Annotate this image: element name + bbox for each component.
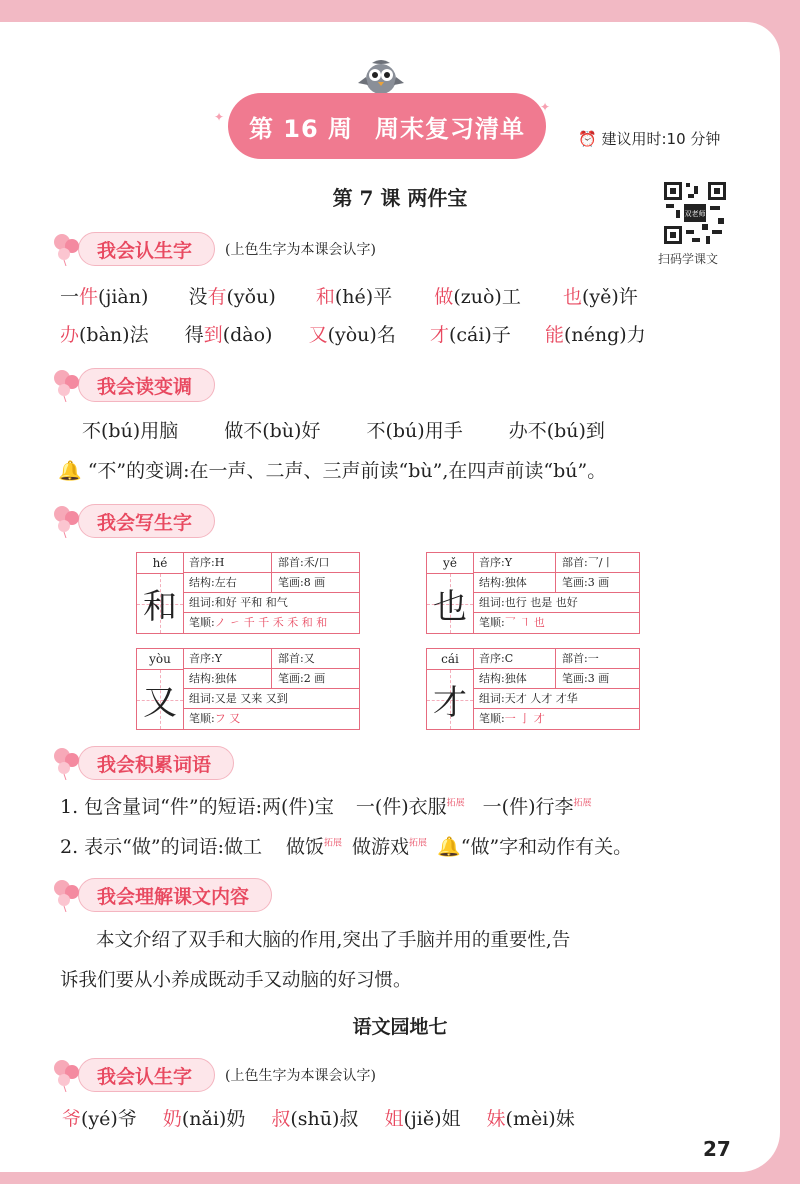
card-row: 音序:C 部首:一: [473, 649, 639, 669]
word-item: 爷(yé)爷: [62, 1108, 137, 1130]
character-card: [136, 648, 360, 730]
card-row: 笔顺:乛 ㇕ 也: [479, 616, 545, 629]
page-number: 27: [703, 1137, 731, 1161]
understand-line-2: 诉我们要从小养成既动手又动脑的好习惯。: [60, 970, 412, 991]
star-decoration-icon: ✦: [540, 100, 551, 114]
vocab-line-1: 1. 包含量词“件”的短语:两(件)宝 一(件)衣服$^{拓展}$ 一(件)行李$^{拓展}$: [60, 796, 592, 818]
card-character: 又: [137, 670, 183, 729]
section-header-recognize: [52, 232, 376, 266]
card-row: 结构:左右 笔画:8 画: [183, 573, 359, 593]
tone-item: 不(bú)用手: [366, 420, 463, 442]
bell-icon: 🔔: [58, 460, 82, 482]
balloons-icon: [52, 232, 84, 266]
extension-badge: 拓展: [324, 838, 343, 849]
word-item: 才(cái)子: [429, 324, 511, 346]
card-character: 和: [137, 574, 183, 633]
bell-icon: 🔔: [437, 836, 461, 858]
character-card: [426, 648, 640, 730]
tone-item: 做不(bù)好: [224, 420, 321, 442]
balloons-icon: [52, 746, 84, 780]
card-pinyin: hé: [137, 553, 183, 574]
tone-item: 办不(bú)到: [508, 420, 605, 442]
section-header-write: [52, 504, 215, 538]
recognize2-row: [62, 1104, 575, 1131]
balloons-icon: [52, 368, 84, 402]
tone-item: 不(bú)用脑: [82, 420, 179, 442]
section-header-vocab: [52, 746, 234, 780]
word-item: 得到(dào): [184, 324, 273, 346]
section-title: 我会积累词语: [78, 746, 234, 780]
word-item: 和(hé)平: [315, 286, 393, 308]
suggested-time: [578, 128, 720, 149]
section-note: (上色生字为本课会认字): [225, 1068, 376, 1084]
word-item: 叔(shū)叔: [271, 1108, 359, 1130]
section-title: 我会读变调: [78, 368, 215, 402]
section-header-understand: [52, 878, 272, 912]
garden-title: 语文园地七: [352, 1016, 448, 1038]
character-card: [426, 552, 640, 634]
card-row: 结构:独体 笔画:3 画: [473, 669, 639, 689]
section-title: 我会认生字: [78, 1058, 215, 1092]
section-title: 我会理解课文内容: [78, 878, 272, 912]
word-item: 奶(nǎi)奶: [162, 1108, 246, 1130]
understand-line-1: 本文介绍了双手和大脑的作用,突出了手脑并用的重要性,告: [96, 930, 571, 951]
extension-badge: 拓展: [409, 838, 428, 849]
word-item: 姐(jiě)姐: [384, 1108, 461, 1130]
recognize-row-1: [60, 282, 638, 309]
banner-title: 周末复习清单: [375, 114, 526, 143]
word-item: 也(yě)许: [562, 286, 638, 308]
qr-label: 扫码学课文: [658, 252, 719, 266]
word-item: 做(zuò)工: [434, 286, 521, 308]
word-item: 一件(jiàn): [60, 286, 149, 308]
word-item: 没有(yǒu): [188, 286, 276, 308]
section-header-recognize-2: [52, 1058, 376, 1092]
tone-tip-text: “不”的变调:在一声、二声、三声前读“bù”,在四声前读“bú”。: [87, 460, 607, 482]
qr-code-icon[interactable]: [662, 180, 728, 246]
balloons-icon: [52, 878, 84, 912]
word-item: 办(bàn)法: [60, 324, 149, 346]
week-banner: [228, 93, 546, 159]
card-pinyin: yě: [427, 553, 473, 574]
balloons-icon: [52, 504, 84, 538]
card-row: 组词:和好 平和 和气: [183, 593, 359, 613]
card-row: 音序:Y 部首:乛/丨: [473, 553, 639, 573]
card-row: 组词:又是 又来 又到: [183, 689, 359, 709]
word-item: 能(néng)力: [544, 324, 646, 346]
card-row: 结构:独体 笔画:2 画: [183, 669, 359, 689]
vocab-line-2: 2. 表示“做”的词语:做工 做饭$^{拓展}$ 做游戏$^{拓展}$ 🔔“做”字和动作有关。: [60, 836, 633, 858]
card-row: 音序:Y 部首:又: [183, 649, 359, 669]
alarm-clock-icon: ⏰: [578, 130, 597, 148]
card-row: 结构:独体 笔画:3 画: [473, 573, 639, 593]
star-decoration-icon: ✦: [214, 110, 225, 124]
qr-brand: 双老师: [684, 210, 706, 218]
tone-tip: [58, 456, 606, 483]
lesson-title: 第 7 课 两件宝: [332, 186, 468, 210]
card-row: 笔顺:フ 又: [189, 712, 241, 725]
character-card: [136, 552, 360, 634]
card-pinyin: yòu: [137, 649, 183, 670]
section-title: 我会写生字: [78, 504, 215, 538]
section-header-tone: [52, 368, 215, 402]
extension-badge: 拓展: [573, 798, 592, 809]
card-row: 组词:也行 也是 也好: [473, 593, 639, 613]
card-row: 笔顺:一 亅 才: [479, 712, 545, 725]
extension-badge: 拓展: [446, 798, 465, 809]
section-note: (上色生字为本课会认字): [225, 242, 376, 258]
balloons-icon: [52, 1058, 84, 1092]
suggested-time-text: 建议用时:10 分钟: [601, 130, 721, 148]
owl-mascot-icon: [356, 53, 406, 97]
card-pinyin: cái: [427, 649, 473, 670]
card-row: 笔顺:ノ ㇀ 千 千 禾 禾 和 和: [189, 616, 328, 629]
week-label: 第 16 周: [248, 114, 354, 143]
card-character: 才: [427, 670, 473, 729]
card-row: 组词:天才 人才 才华: [473, 689, 639, 709]
card-character: 也: [427, 574, 473, 633]
card-row: 音序:H 部首:禾/口: [183, 553, 359, 573]
word-item: 又(yòu)名: [308, 324, 396, 346]
tone-row: [82, 416, 605, 443]
word-item: 妹(mèi)妹: [486, 1108, 575, 1130]
recognize-row-2: [60, 320, 646, 347]
section-title: 我会认生字: [78, 232, 215, 266]
